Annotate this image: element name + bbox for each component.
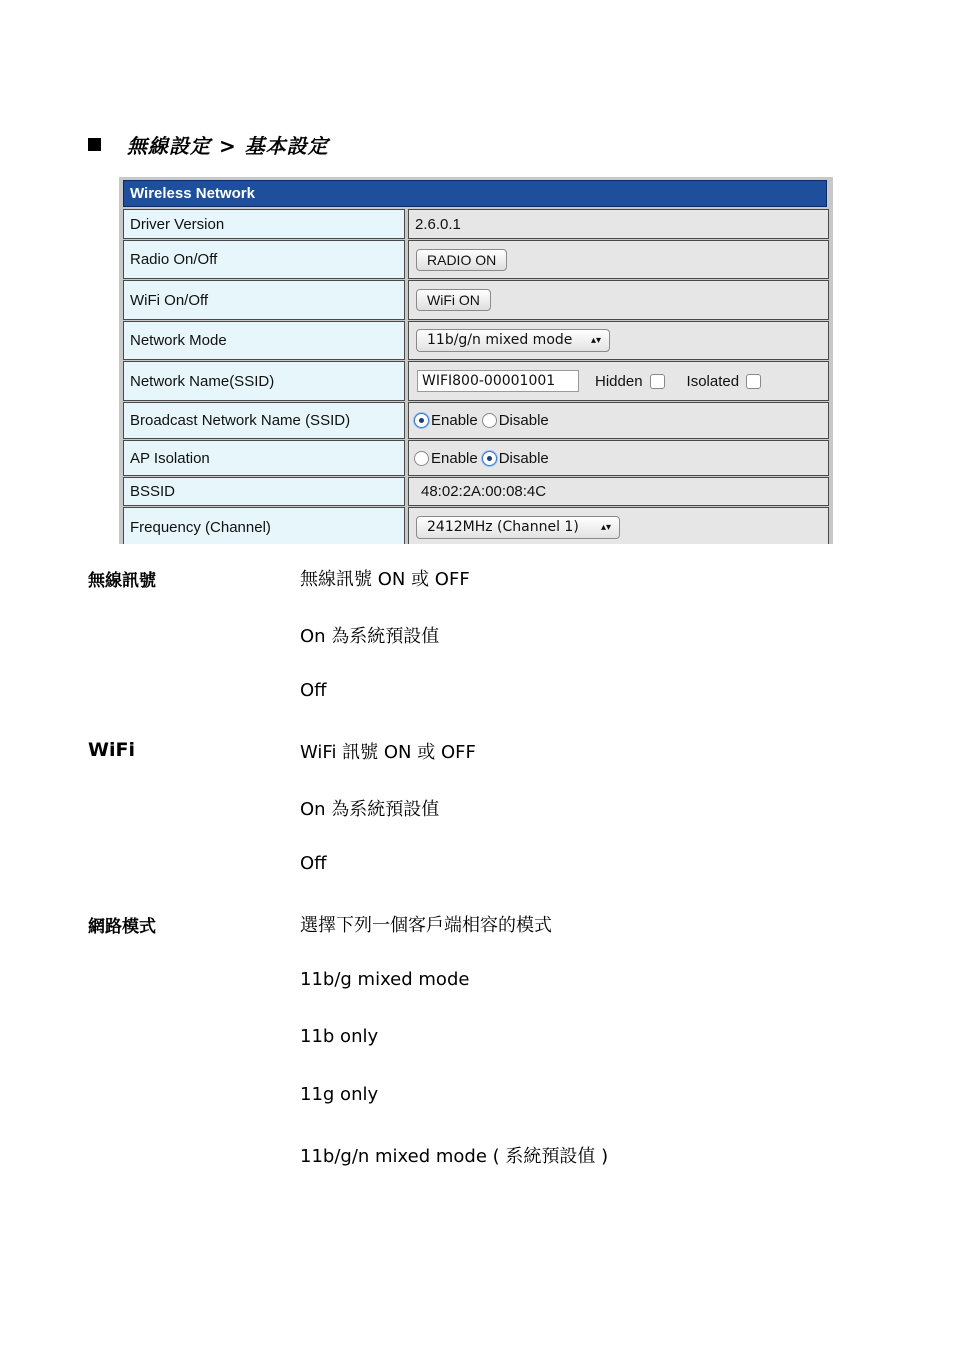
- row-network-mode: [123, 321, 829, 360]
- panel-header: Wireless Network: [123, 180, 827, 207]
- network-mode-cell: [408, 321, 829, 360]
- isolated-label: Isolated: [686, 372, 740, 390]
- term-mode: 網路模式: [88, 917, 156, 937]
- radio-cell: [408, 240, 829, 279]
- desc-radio-line: 無線訊號 ON 或 OFF: [300, 569, 470, 590]
- wifi-cell: [408, 280, 829, 320]
- isolated-checkbox[interactable]: [746, 374, 761, 389]
- ap-isolation-enable-label: Enable: [431, 449, 478, 467]
- frequency-label: Frequency (Channel): [123, 507, 405, 544]
- broadcast-disable-label: Disable: [498, 412, 549, 429]
- broadcast-ssid-label: Broadcast Network Name (SSID): [123, 402, 405, 439]
- frequency-selected: 2412MHz (Channel 1): [427, 518, 579, 535]
- broadcast-enable-label: Enable: [431, 412, 478, 429]
- ap-isolation-disable-radio[interactable]: [482, 451, 497, 466]
- square-bullet-icon: [88, 138, 101, 151]
- desc-wifi-line: On 為系統預設值: [300, 799, 440, 820]
- term-wifi: WiFi: [88, 739, 135, 761]
- hidden-label: Hidden: [595, 372, 643, 390]
- radio-label: Radio On/Off: [123, 240, 405, 279]
- term-radio: 無線訊號: [88, 571, 156, 591]
- ap-isolation-disable-label: Disable: [498, 449, 549, 467]
- wireless-settings-screenshot: [119, 177, 833, 544]
- desc-mode-line: 11b/g/n mixed mode ( 系統預設值 ): [300, 1146, 609, 1167]
- desc-mode-line: 11b/g mixed mode: [300, 969, 470, 990]
- radio-on-button[interactable]: RADIO ON: [416, 249, 507, 271]
- ssid-cell: [408, 361, 829, 401]
- network-mode-label: Network Mode: [123, 321, 405, 360]
- updown-arrow-icon: ▴▾: [600, 521, 611, 533]
- row-wifi: [123, 280, 829, 320]
- row-driver-version: [123, 209, 829, 239]
- desc-wifi-line: WiFi 訊號 ON 或 OFF: [300, 742, 476, 763]
- bssid-label: BSSID: [123, 477, 405, 506]
- ssid-input[interactable]: WIFI800-00001001: [417, 370, 579, 392]
- desc-radio-line: On 為系統預設值: [300, 626, 440, 647]
- row-bssid: [123, 477, 829, 506]
- network-mode-select[interactable]: [416, 329, 610, 352]
- network-mode-selected: 11b/g/n mixed mode: [427, 332, 573, 348]
- ap-isolation-cell: [408, 440, 829, 476]
- ssid-label: Network Name(SSID): [123, 361, 405, 401]
- driver-version-value: 2.6.0.1: [408, 209, 829, 239]
- updown-arrow-icon: ▴▾: [590, 335, 601, 346]
- ap-isolation-label: AP Isolation: [123, 440, 405, 476]
- frequency-select[interactable]: [416, 516, 620, 539]
- bssid-value: 48:02:2A:00:08:4C: [408, 477, 829, 506]
- driver-version-label: Driver Version: [123, 209, 405, 239]
- frequency-cell: [408, 507, 829, 544]
- desc-mode-line: 選擇下列一個客戶端相容的模式: [300, 915, 552, 936]
- broadcast-disable-radio[interactable]: [482, 413, 497, 428]
- row-broadcast-ssid: [123, 402, 829, 439]
- row-frequency: [123, 507, 829, 544]
- section-heading: [88, 128, 329, 160]
- desc-wifi-line: Off: [300, 853, 327, 874]
- row-ssid: [123, 361, 829, 401]
- row-ap-isolation: [123, 440, 829, 476]
- desc-mode-line: 11g only: [300, 1084, 379, 1105]
- desc-mode-line: 11b only: [300, 1026, 379, 1047]
- broadcast-ssid-cell: [408, 402, 829, 439]
- broadcast-enable-radio[interactable]: [414, 413, 429, 428]
- desc-radio-line: Off: [300, 680, 327, 701]
- wifi-label: WiFi On/Off: [123, 280, 405, 320]
- ap-isolation-enable-radio[interactable]: [414, 451, 429, 466]
- hidden-checkbox[interactable]: [650, 374, 665, 389]
- section-title: 無線設定 > 基本設定: [127, 133, 329, 158]
- wifi-on-button[interactable]: WiFi ON: [416, 289, 491, 311]
- row-radio: [123, 240, 829, 279]
